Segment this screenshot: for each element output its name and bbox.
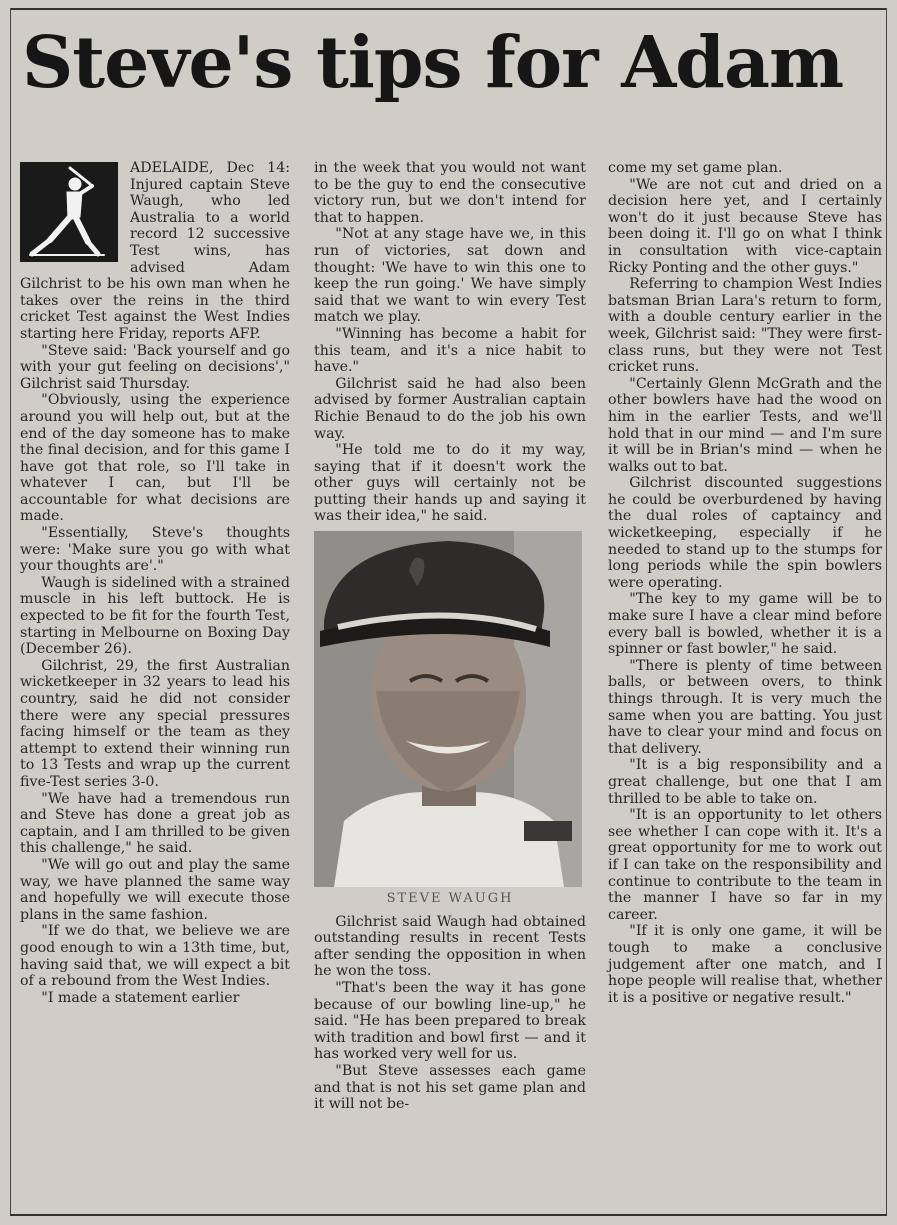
right-border — [886, 8, 887, 1215]
paragraph: Gilchrist said he had also been advised by former Australian captain Richie Benaud to do the job his own way. — [314, 375, 586, 442]
paragraph: Referring to champion West Indies batsman Brian Lara's return to form, with a double century earlier in the week, Gilchrist said: "They were first-class runs, but they were not Test cricket runs. — [608, 276, 882, 376]
paragraph: "Not at any stage have we, in this run of victories, sat down and thought: 'We have to win this one to keep the run going.' We have simply said that we want to win every Test match we play. — [314, 226, 586, 326]
paragraph: Gilchrist said Waugh had obtained outstanding results in recent Tests after sending the opposition in when he won the toss. — [314, 913, 586, 980]
paragraph: "If it is only one game, it will be tough to make a conclusive judgement after one match, and I hope people will realise that, whether it is a positive or negative result." — [608, 923, 882, 1006]
article-column-2 — [314, 160, 586, 1113]
top-rule — [10, 8, 887, 10]
left-border — [10, 8, 11, 1215]
paragraph: "But Steve assesses each game and that is not his set game plan and it will not be- — [314, 1063, 586, 1113]
paragraph: come my set game plan. — [608, 160, 783, 176]
paragraph: "Certainly Glenn McGrath and the other bowlers have had the wood on him in the earlier Tests, and we'll hold that in our mind — and I'm sure it will be in Brian's mind — when he walks out to bat. — [608, 375, 882, 475]
article-column-3 — [608, 160, 882, 1006]
paragraph: "He told me to do it my way, saying that if it doesn't work the other guys will certainly not be putting their hands up and saying it was their idea," he said. — [314, 442, 586, 525]
paragraph: "If we do that, we believe we are good enough to win a 13th time, but, having said that, we will expect a bit of a rebound from the West Indies. — [20, 923, 290, 990]
paragraph: Gilchrist, 29, the first Australian wicketkeeper in 32 years to lead his country, said he did not consider there were any special pressures facing himself or the team as they attempt to extend their winning run to 13 Tests and wrap up the current five-Test series 3-0. — [20, 657, 290, 790]
paragraph: "We will go out and play the same way, we have planned the same way and hopefully we will execute those plans in the same fashion. — [20, 856, 290, 923]
article-column-1 — [20, 160, 290, 1006]
paragraph: "That's been the way it has gone because of our bowling line-up," he said. "He has been prepared to break with tradition and bowl first — and it has worked very well for us. — [314, 980, 586, 1063]
paragraph: "Winning has become a habit for this team, and it's a nice habit to have." — [314, 325, 586, 376]
paragraph: Waugh is sidelined with a strained muscle in his left buttock. He is expected to be fit for the fourth Test, starting in Melbourne on Boxing Day (December 26). — [20, 574, 290, 658]
headline: Steve's tips for Adam — [22, 20, 844, 104]
paragraph: "We are not cut and dried on a decision here yet, and I certainly won't do it just because Steve has been doing it. I'll go on what I think in consultation with vice-captain Ricky Ponting and the other guys." — [608, 176, 882, 276]
bottom-rule — [10, 1214, 887, 1216]
cricket-batsman-icon — [20, 162, 118, 262]
paragraph: "It is a big responsibility and a great challenge, but one that I am thrilled to be able to take on. — [608, 757, 882, 807]
paragraph: Gilchrist discounted suggestions he could be overburdened by having the dual roles of captaincy and wicketkeeping, especially if he needed to stand up to the stumps for long periods while the spin bowlers were operating. — [608, 475, 882, 591]
paragraph: "I made a statement earlier — [41, 989, 240, 1006]
paragraph: "We have had a tremendous run and Steve has done a great job as captain, and I am thrilled to be given this challenge," he said. — [20, 790, 290, 857]
paragraph: "The key to my game will be to make sure I have a clear mind before every ball is bowled, whether it is a spinner or fast bowler," he said. — [608, 591, 882, 658]
paragraph: "There is plenty of time between balls, or between overs, to think things through. It is very much the same when you are batting. You just have to clear your mind and focus on that delivery. — [608, 657, 882, 757]
paragraph: in the week that you would not want to be the guy to end the consecutive victory run, but we don't intend for that to happen. — [314, 160, 586, 226]
steve-waugh-photo — [314, 531, 582, 887]
lead-paragraph: ADELAIDE, Dec 14: Injured captain Steve Waugh, who led Australia to a world record 12 successive Test wins, has advised Adam Gilchrist to be his own man when he takes over the reins in the third cricket Test against the West Indies starting here Friday, reports AFP. — [20, 160, 290, 342]
paragraph: "It is an opportunity to let others see whether I can cope with it. It's a great opportunity for me to work out if I can take on the responsibility and continue to contribute to the team in the manner I have so far in my career. — [608, 807, 882, 923]
photo-caption: STEVE WAUGH — [386, 891, 514, 907]
paragraph: "Obviously, using the experience around you will help out, but at the end of the day someone has to make the final decision, and for this game I have got that role, so I'll take in whatever I can, but I'll be accountable for what decisions are made. — [20, 392, 290, 525]
paragraph: "Steve said: 'Back yourself and go with your gut feeling on decisions'," Gilchrist said Thursday. — [20, 342, 290, 392]
paragraph: "Essentially, Steve's thoughts were: 'Make sure you go with what your thoughts are'." — [20, 525, 290, 575]
